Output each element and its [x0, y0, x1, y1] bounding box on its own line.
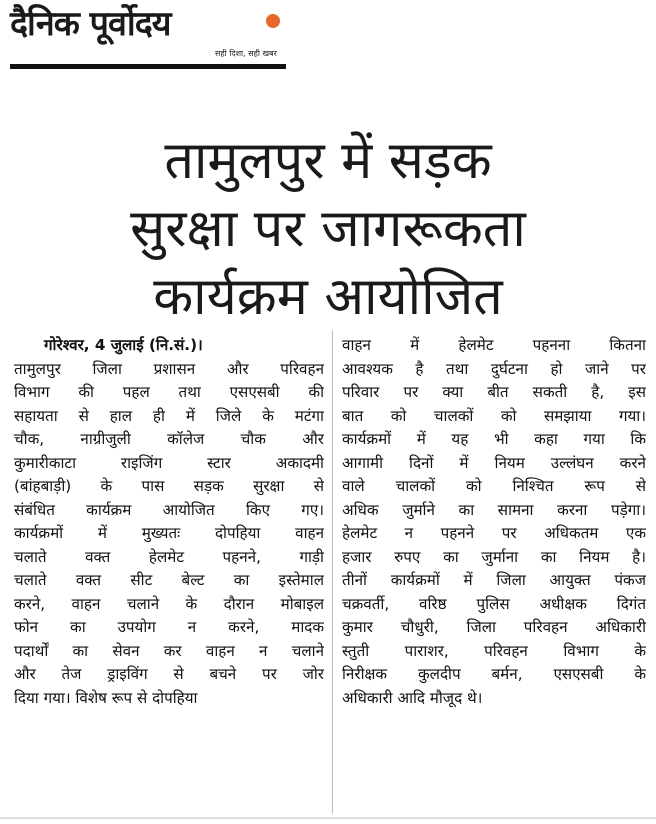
- headline-line: तामुलपुर में सड़क: [164, 130, 492, 191]
- headline-line: सुरक्षा पर जागरूकता: [130, 198, 526, 259]
- article-line: करने, वाहन चलाने के दौरान मोबाइल: [14, 594, 324, 613]
- logo-sun-icon: [266, 14, 280, 28]
- article-line: हजार रुपए का जुर्माना का नियम है।: [342, 547, 646, 566]
- tagline: सही दिशा, सही खबर: [215, 49, 277, 58]
- article-line: संबंधित कार्यक्रम आयोजित किए गए।: [14, 500, 324, 519]
- article-column-left: [14, 334, 324, 710]
- article-line: आगामी दिनों में नियम उल्लंघन करने: [342, 453, 646, 472]
- article-line: कार्यक्रमों में यह भी कहा गया कि: [342, 430, 646, 448]
- dateline: गोरेश्वर, 4 जुलाई (नि.सं.)।: [44, 336, 203, 354]
- article-line: अधिकारी आदि मौजूद थे।: [342, 688, 483, 707]
- article-line: (बांहबाड़ी) के पास सड़क सुरक्षा से: [14, 477, 324, 495]
- bottom-rule: [0, 817, 656, 819]
- article-line: आवश्यक है तथा दुर्घटना हो जाने पर: [342, 359, 646, 378]
- headline: [20, 127, 636, 331]
- article-line: सहायता से हाल ही में जिले के मटंगा: [14, 406, 324, 425]
- article-line: वाहन में हेलमेट पहनना कितना: [342, 336, 646, 354]
- article-line: तीनों कार्यक्रमों में जिला आयुक्त पंकज: [342, 571, 646, 589]
- column-divider: [332, 330, 333, 814]
- article-line: कुमारीकाटा राइजिंग स्टार अकादमी: [14, 453, 324, 472]
- article-line: चलाते वक्त सीट बेल्ट का इस्तेमाल: [14, 571, 324, 589]
- article-line: तामुलपुर जिला प्रशासन और परिवहन: [14, 359, 324, 378]
- article-line: विभाग की पहल तथा एसएसबी की: [14, 383, 324, 401]
- article-column-right: [342, 334, 646, 710]
- article-line: पदार्थों का सेवन कर वाहन न चलाने: [14, 641, 324, 660]
- headline-line: कार्यक्रम आयोजित: [153, 266, 503, 327]
- article-line: चौक, नाग्रीजुली कॉलेज चौक और: [14, 430, 324, 448]
- article-line: स्तुती पाराशर, परिवहन विभाग के: [342, 641, 646, 660]
- article-line: अधिक जुर्माने का सामना करना पड़ेगा।: [342, 500, 646, 519]
- article-line: और तेज ड्राइविंग से बचने पर जोर: [14, 665, 324, 683]
- article-line: चलाते वक्त हेलमेट पहनने, गाड़ी: [14, 547, 324, 566]
- article-line: निरीक्षक कुलदीप बर्मन, एसएसबी के: [342, 665, 646, 683]
- article-line: दिया गया। विशेष रूप से दोपहिया: [14, 688, 198, 707]
- article-line: कुमार चौधुरी, जिला परिवहन अधिकारी: [342, 618, 646, 636]
- article-line: बात को चालकों को समझाया गया।: [342, 406, 646, 425]
- article-line: वाले चालकों को निश्चित रूप से: [342, 477, 646, 495]
- newspaper-logo: दैनिक पूर्वोदय: [10, 4, 171, 44]
- article-line: फोन का उपयोग न करने, मादक: [14, 618, 324, 636]
- masthead: [10, 4, 300, 70]
- article-line: हेलमेट न पहनने पर अधिकतम एक: [342, 524, 646, 542]
- article-line: कार्यक्रमों में मुख्यतः दोपहिया वाहन: [14, 524, 324, 542]
- article-line: चक्रवर्ती, वरिष्ठ पुलिस अधीक्षक दिगंत: [342, 594, 646, 613]
- article-line: परिवार पर क्या बीत सकती है, इस: [342, 383, 646, 401]
- masthead-rule: [10, 64, 286, 69]
